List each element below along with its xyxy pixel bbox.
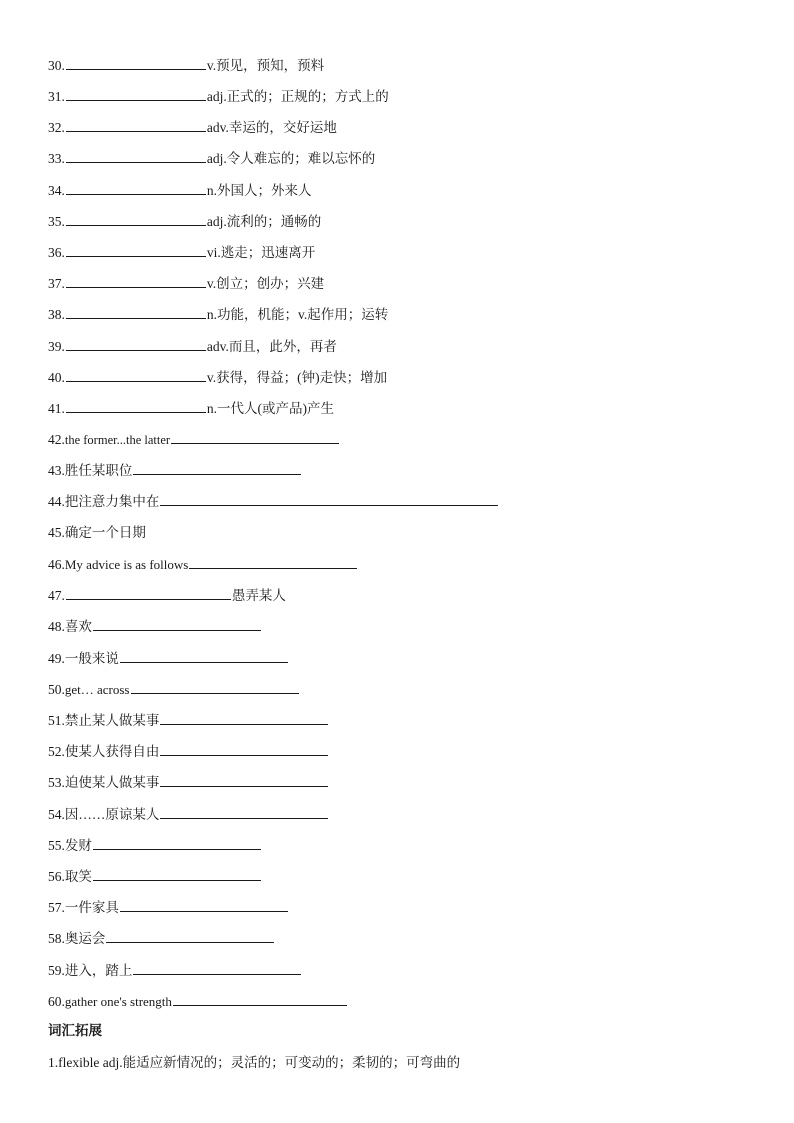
item-prompt: the former...the latter (64, 433, 171, 447)
item-definition: n.外国人；外来人 (206, 183, 312, 198)
item-36 (48, 243, 315, 262)
item-number: 50. (48, 682, 65, 697)
answer-blank[interactable] (66, 305, 206, 319)
item-number: 58. (48, 931, 65, 946)
answer-blank[interactable] (120, 898, 288, 912)
answer-blank[interactable] (66, 118, 206, 132)
item-34 (48, 181, 312, 200)
item-55 (48, 836, 262, 855)
item-50 (48, 680, 300, 699)
answer-blank[interactable] (120, 649, 288, 663)
answer-blank[interactable] (66, 586, 231, 600)
answer-blank[interactable] (66, 87, 206, 101)
extension-item-1 (48, 1054, 460, 1072)
answer-blank[interactable] (66, 212, 206, 226)
item-44 (48, 492, 499, 511)
answer-blank[interactable] (106, 929, 274, 943)
item-35 (48, 212, 321, 231)
item-52 (48, 742, 329, 761)
item-definition: v.创立；创办；兴建 (206, 276, 325, 291)
item-definition: v.预见，预知，预料 (206, 58, 325, 73)
item-number: 43. (48, 463, 65, 478)
item-definition: adv.而且，此外，再者 (206, 339, 337, 354)
answer-blank[interactable] (66, 56, 206, 70)
answer-blank[interactable] (66, 368, 206, 382)
answer-blank[interactable] (66, 399, 206, 413)
item-number: 34. (48, 183, 65, 198)
item-prompt: 喜欢 (64, 619, 92, 634)
item-definition: adj.令人难忘的；难以忘怀的 (206, 151, 376, 166)
answer-blank[interactable] (160, 805, 328, 819)
item-33 (48, 149, 375, 168)
answer-blank[interactable] (66, 274, 206, 288)
extension-text: 1.flexible adj.能适应新情况的；灵活的；可变动的；柔韧的；可弯曲的 (48, 1055, 461, 1070)
item-prompt: 进入，踏上 (64, 963, 133, 978)
item-31 (48, 87, 389, 106)
item-definition: adj.正式的；正规的；方式上的 (206, 89, 389, 104)
item-number: 53. (48, 775, 65, 790)
item-definition: n.一代人(或产品)产生 (206, 401, 334, 416)
answer-blank[interactable] (189, 555, 357, 569)
item-definition: vi.逃走；迅速离开 (206, 245, 316, 260)
item-prompt: 愚弄某人 (231, 588, 286, 603)
item-58 (48, 929, 275, 948)
item-46 (48, 555, 358, 574)
item-number: 56. (48, 869, 65, 884)
answer-blank[interactable] (173, 992, 347, 1006)
item-43 (48, 461, 302, 480)
answer-blank[interactable] (66, 337, 206, 351)
item-54 (48, 805, 329, 824)
item-37 (48, 274, 324, 293)
item-number: 46. (48, 557, 65, 572)
item-prompt: 一件家具 (64, 900, 119, 915)
item-number: 57. (48, 900, 65, 915)
item-prompt: 迫使某人做某事 (64, 775, 160, 790)
item-prompt: 胜任某职位 (64, 463, 133, 478)
item-49 (48, 649, 289, 668)
item-number: 60. (48, 994, 65, 1009)
answer-blank[interactable] (171, 430, 339, 444)
item-definition: adj.流利的；通畅的 (206, 214, 322, 229)
item-prompt: 一般来说 (64, 651, 119, 666)
item-60 (48, 992, 348, 1011)
item-39 (48, 337, 337, 356)
item-number: 32. (48, 120, 65, 135)
answer-blank[interactable] (133, 961, 301, 975)
item-number: 31. (48, 89, 65, 104)
item-number: 49. (48, 651, 65, 666)
item-number: 48. (48, 619, 65, 634)
item-prompt: 使某人获得自由 (64, 744, 160, 759)
item-definition: v.获得，得益；(钟)走快；增加 (206, 370, 388, 385)
item-number: 59. (48, 963, 65, 978)
item-prompt: My advice is as follows (64, 557, 189, 572)
item-number: 47. (48, 588, 65, 603)
answer-blank[interactable] (131, 680, 299, 694)
answer-blank[interactable] (160, 492, 498, 506)
section-title: 词汇拓展 (48, 1023, 102, 1038)
item-57 (48, 898, 289, 917)
item-59 (48, 961, 302, 980)
item-prompt: 取笑 (64, 869, 92, 884)
item-number: 35. (48, 214, 65, 229)
item-definition: adv.幸运的，交好运地 (206, 120, 337, 135)
item-41 (48, 399, 334, 418)
item-30 (48, 56, 324, 75)
answer-blank[interactable] (66, 149, 206, 163)
item-38 (48, 305, 388, 324)
item-prompt: gather one's strength (64, 994, 172, 1009)
item-number: 55. (48, 838, 65, 853)
item-number: 44. (48, 494, 65, 509)
item-number: 52. (48, 744, 65, 759)
item-number: 39. (48, 339, 65, 354)
answer-blank[interactable] (133, 461, 301, 475)
item-40 (48, 368, 387, 387)
item-prompt: 因……原谅某人 (64, 807, 160, 822)
answer-blank[interactable] (66, 181, 206, 195)
answer-blank[interactable] (160, 742, 328, 756)
item-48 (48, 617, 262, 636)
answer-blank[interactable] (160, 711, 328, 725)
item-number: 45. (48, 525, 65, 540)
item-number: 42. (48, 432, 65, 447)
answer-blank[interactable] (66, 243, 206, 257)
item-47 (48, 586, 286, 605)
item-51 (48, 711, 329, 730)
item-45 (48, 524, 146, 542)
item-prompt: 禁止某人做某事 (64, 713, 160, 728)
item-number: 38. (48, 307, 65, 322)
item-number: 54. (48, 807, 65, 822)
item-prompt: 奥运会 (64, 931, 106, 946)
item-53 (48, 773, 329, 792)
item-prompt: 把注意力集中在 (64, 494, 160, 509)
answer-blank[interactable] (93, 867, 261, 881)
item-42 (48, 430, 340, 449)
item-32 (48, 118, 337, 137)
item-prompt: get… across (64, 682, 130, 697)
item-56 (48, 867, 262, 886)
item-number: 40. (48, 370, 65, 385)
item-number: 30. (48, 58, 65, 73)
item-prompt: 发财 (64, 838, 92, 853)
answer-blank[interactable] (160, 773, 328, 787)
item-definition: n.功能，机能；v.起作用；运转 (206, 307, 389, 322)
item-number: 37. (48, 276, 65, 291)
item-number: 36. (48, 245, 65, 260)
item-number: 41. (48, 401, 65, 416)
item-number: 33. (48, 151, 65, 166)
answer-blank[interactable] (93, 836, 261, 850)
answer-blank[interactable] (93, 617, 261, 631)
item-prompt: 确定一个日期 (64, 525, 146, 540)
item-number: 51. (48, 713, 65, 728)
